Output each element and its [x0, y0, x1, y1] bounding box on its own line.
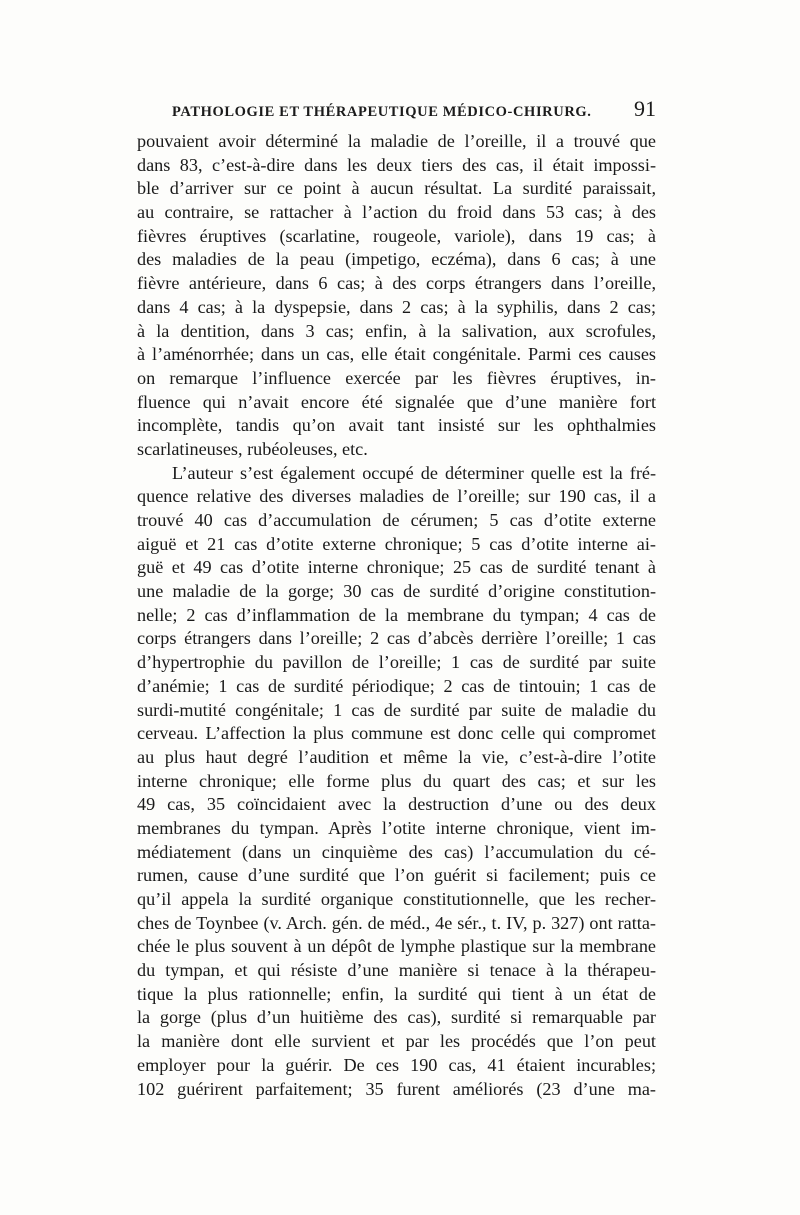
text-line: ches de Toynbee (v. Arch. gén. de méd., 4e sér., t. IV, p. 327) ont ratta-: [137, 912, 656, 933]
text-line: à l’aménorrhée; dans un cas, elle était congénitale. Parmi ces causes: [137, 344, 656, 365]
page-header: [172, 96, 656, 126]
text-line: une maladie de la gorge; 30 cas de surdité d’origine constitution-: [137, 581, 656, 602]
text-line: qu’il appela la surdité organique constitutionnelle, que les recher-: [137, 889, 656, 909]
text-line: on remarque l’influence exercée par les fièvres éruptives, in-: [137, 367, 656, 388]
text-line: membranes du tympan. Après l’otite interne chronique, vient im-: [137, 817, 656, 838]
text-line: dans 83, c’est-à-dire dans les deux tiers des cas, il était impossi-: [137, 154, 656, 175]
text-line: corps étrangers dans l’oreille; 2 cas d’abcès derrière l’oreille; 1 cas: [137, 628, 656, 649]
text-line: au contraire, se rattacher à l’action du froid dans 53 cas; à des: [137, 202, 656, 223]
text-line: fièvre antérieure, dans 6 cas; à des corps étrangers dans l’oreille,: [137, 273, 656, 294]
text-line: ble d’arriver sur ce point à aucun résultat. La surdité paraissait,: [137, 178, 656, 199]
text-line: au plus haut degré l’audition et même la vie, c’est-à-dire l’otite: [137, 746, 656, 767]
text-line: des maladies de la peau (impetigo, eczéma), dans 6 cas; à une: [137, 249, 656, 270]
text-line: L’auteur s’est également occupé de déterminer quelle est la fré-: [172, 462, 656, 483]
text-line: 49 cas, 35 coïncidaient avec la destruction d’une ou des deux: [137, 794, 656, 815]
text-line: aiguë et 21 cas d’otite externe chronique; 5 cas d’otite interne ai-: [137, 533, 656, 554]
text-line: scarlatineuses, rubéoleuses, etc.: [137, 438, 368, 459]
text-line: fluence qui n’avait encore été signalée que d’une manière fort: [137, 391, 656, 412]
text-line: fièvres éruptives (scarlatine, rougeole, variole), dans 19 cas; à: [137, 225, 656, 246]
text-line: guë et 49 cas d’otite interne chronique; 25 cas de surdité tenant à: [137, 557, 656, 578]
text-line: la manière dont elle survient et par les procédés que l’on peut: [137, 1031, 656, 1052]
text-line: dans 4 cas; à la dyspepsie, dans 2 cas; à la syphilis, dans 2 cas;: [137, 296, 656, 317]
text-line: du tympan, et qui résiste d’une manière si tenace à la thérapeu-: [137, 960, 656, 981]
page-number: 91: [634, 96, 656, 121]
text-line: interne chronique; elle forme plus du quart des cas; et sur les: [137, 770, 656, 791]
text-line: médiatement (dans un cinquième des cas) l’accumulation du cé-: [137, 841, 656, 862]
text-line: cerveau. L’affection la plus commune est donc celle qui compromet: [137, 723, 656, 744]
text-line: tique la plus rationnelle; enfin, la surdité qui tient à un état de: [137, 983, 656, 1004]
text-line: 102 guérirent parfaitement; 35 furent améliorés (23 d’une ma-: [137, 1078, 656, 1099]
text-line: d’hypertrophie du pavillon de l’oreille; 1 cas de surdité par suite: [137, 652, 656, 673]
text-line: d’anémie; 1 cas de surdité périodique; 2 cas de tintouin; 1 cas de: [137, 675, 656, 696]
text-line: incomplète, tandis qu’on avait tant insisté sur les ophthalmies: [137, 415, 656, 436]
text-line: à la dentition, dans 3 cas; enfin, à la salivation, aux scrofules,: [137, 320, 656, 341]
text-line: rumen, cause d’une surdité que l’on guérit si facilement; puis ce: [137, 865, 656, 886]
text-line: la gorge (plus d’un huitième des cas), surdité si remarquable par: [137, 1007, 656, 1028]
body-text: [137, 130, 656, 1101]
text-line: surdi-mutité congénitale; 1 cas de surdité par suite de maladie du: [137, 699, 656, 720]
text-line: employer pour la guérir. De ces 190 cas, 41 étaient incurables;: [137, 1054, 656, 1075]
text-line: trouvé 40 cas d’accumulation de cérumen; 5 cas d’otite externe: [137, 510, 656, 530]
running-title: PATHOLOGIE ET THÉRAPEUTIQUE MÉDICO-CHIRURG.: [172, 104, 592, 120]
text-line: chée le plus souvent à un dépôt de lymphe plastique sur la membrane: [137, 936, 656, 957]
text-line: nelle; 2 cas d’inflammation de la membrane du tympan; 4 cas de: [137, 604, 656, 625]
text-line: quence relative des diverses maladies de l’oreille; sur 190 cas, il a: [137, 486, 656, 507]
text-line: pouvaient avoir déterminé la maladie de l’oreille, il a trouvé que: [137, 131, 656, 151]
